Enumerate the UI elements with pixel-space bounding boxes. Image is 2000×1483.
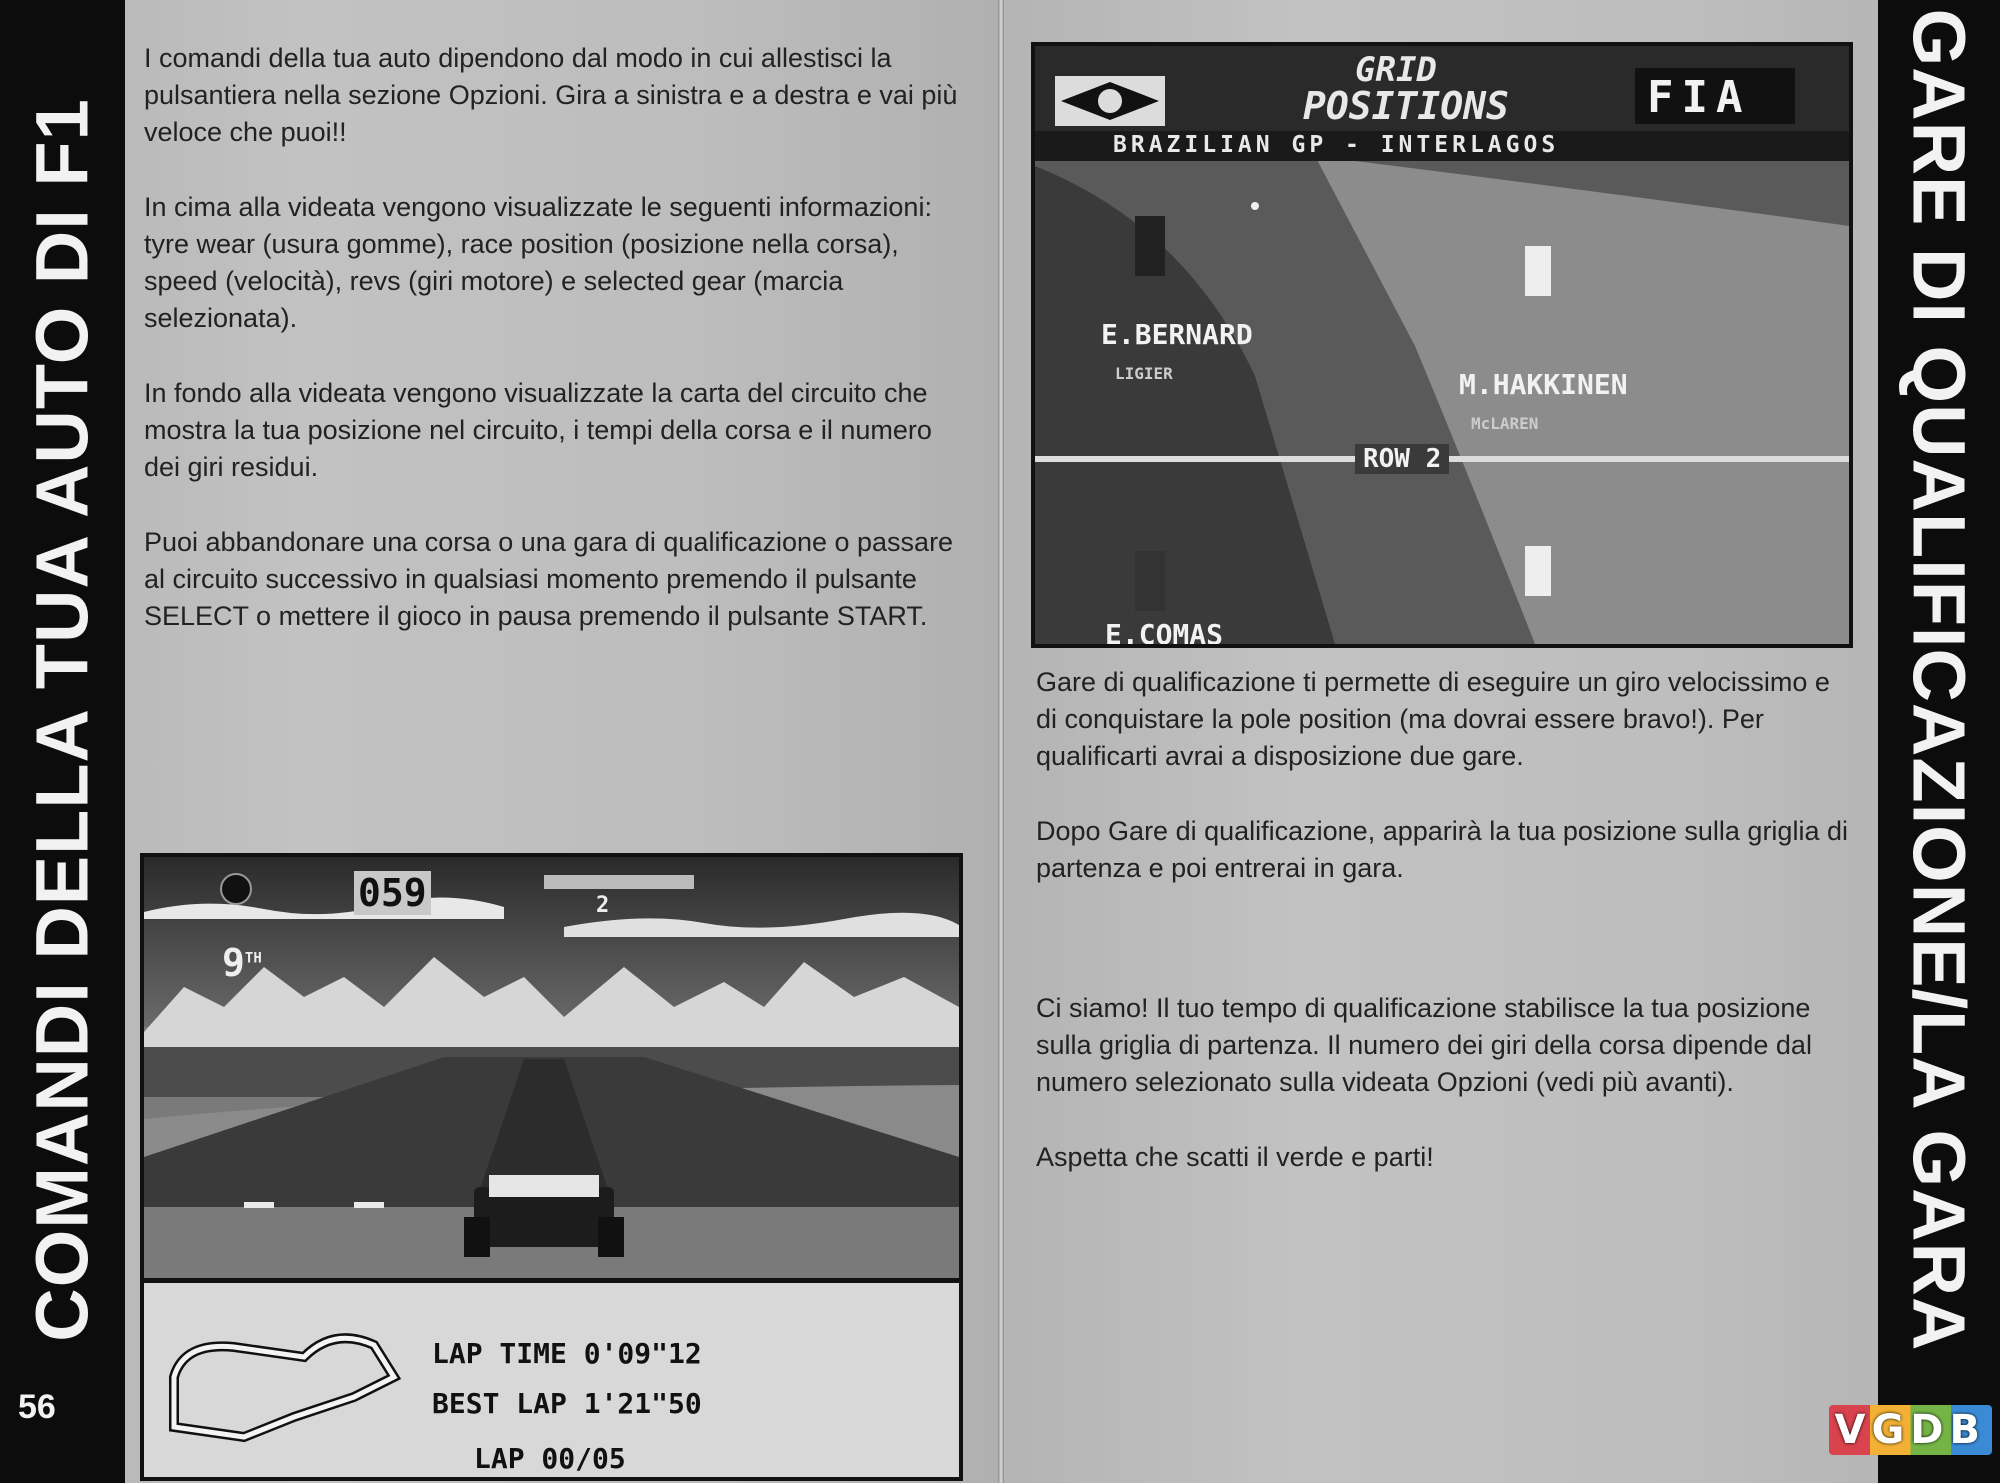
paragraph: Dopo Gare di qualificazione, apparirà la tua posizione sulla griglia di partenza e poi entrerai in gara.: [1036, 816, 1848, 883]
grid-subtitle: BRAZILIAN GP - INTERLAGOS: [1113, 132, 1560, 158]
right-body-text-bottom: [1036, 990, 1856, 1214]
paragraph: In fondo alla videata vengono visualizzate la carta del circuito che mostra la tua posizione nel circuito, i tempi della corsa e il numero dei giri residui.: [144, 378, 932, 482]
grid-title-line2: POSITIONS: [1303, 84, 1509, 128]
driver-name: E.COMAS: [1105, 618, 1224, 648]
position-suffix: TH: [244, 950, 262, 967]
paragraph: In cima alla videata vengono visualizzate le seguenti informazioni: tyre wear (usura gomme), race position (posizione nella corsa), speed (velocità), revs (giri motore) e selected gear (marcia selezionata).: [144, 192, 932, 333]
grid-title-line1: GRID: [1355, 50, 1437, 90]
race-position: [222, 941, 262, 985]
left-side-title: COMANDI DELLA TUA AUTO DI F1: [20, 98, 104, 1342]
team-name: LIGIER: [1115, 364, 1173, 383]
left-side-band: [0, 0, 125, 1483]
right-side-title: GARE DI QUALIFICAZIONE/LA GARA: [1897, 8, 1981, 1352]
paragraph: I comandi della tua auto dipendono dal modo in cui allestisci la pulsantiera nella sezione Opzioni. Gira a sinistra e a destra e vai più veloce che puoi!!: [144, 43, 958, 147]
team-name: McLAREN: [1471, 414, 1539, 433]
race-scene-graphic: [144, 857, 959, 1477]
paragraph: Gare di qualificazione ti permette di eseguire un giro velocissimo e di conquistare la pole position (ma dovrai essere bravo!). Per qualificarti avrai a disposizione due gare.: [1036, 667, 1830, 771]
race-screenshot: [140, 853, 963, 1481]
best-lap: BEST LAP 1'21"50: [432, 1387, 702, 1420]
gear-readout: 2: [596, 893, 610, 918]
page-number: 56: [18, 1388, 56, 1426]
driver-name: E.BERNARD: [1101, 318, 1253, 351]
page-spine: [998, 0, 1004, 1483]
driver-name: M.HAKKINEN: [1459, 368, 1628, 401]
row-label: ROW 2: [1355, 444, 1449, 474]
grid-positions-screenshot: [1031, 42, 1853, 648]
right-body-text-top: [1036, 664, 1856, 925]
paragraph: Puoi abbandonare una corsa o una gara di qualificazione o passare al circuito successivo in qualsiasi momento premendo il pulsante SELECT o mettere il gioco in pausa premendo il pulsante START.: [144, 527, 954, 631]
lap-time: LAP TIME 0'09"12: [432, 1337, 702, 1370]
speed-readout: 059: [354, 871, 431, 915]
lap-count: LAP 00/05: [474, 1442, 626, 1475]
vgdb-watermark: [1829, 1405, 1992, 1455]
left-body-text: [144, 40, 964, 673]
paragraph: Ci siamo! Il tuo tempo di qualificazione stabilisce la tua posizione sulla griglia di partenza. Il numero dei giri della corsa dipende dal numero selezionato sulla videata Opzioni (vedi più avanti).: [1036, 993, 1812, 1097]
fia-logo: FIA: [1647, 72, 1751, 123]
paragraph: Aspetta che scatti il verde e parti!: [1036, 1142, 1434, 1172]
position-number: 9: [222, 941, 245, 985]
watermark-text: VGDB: [1829, 1405, 1992, 1455]
right-side-band: [1878, 0, 2000, 1483]
